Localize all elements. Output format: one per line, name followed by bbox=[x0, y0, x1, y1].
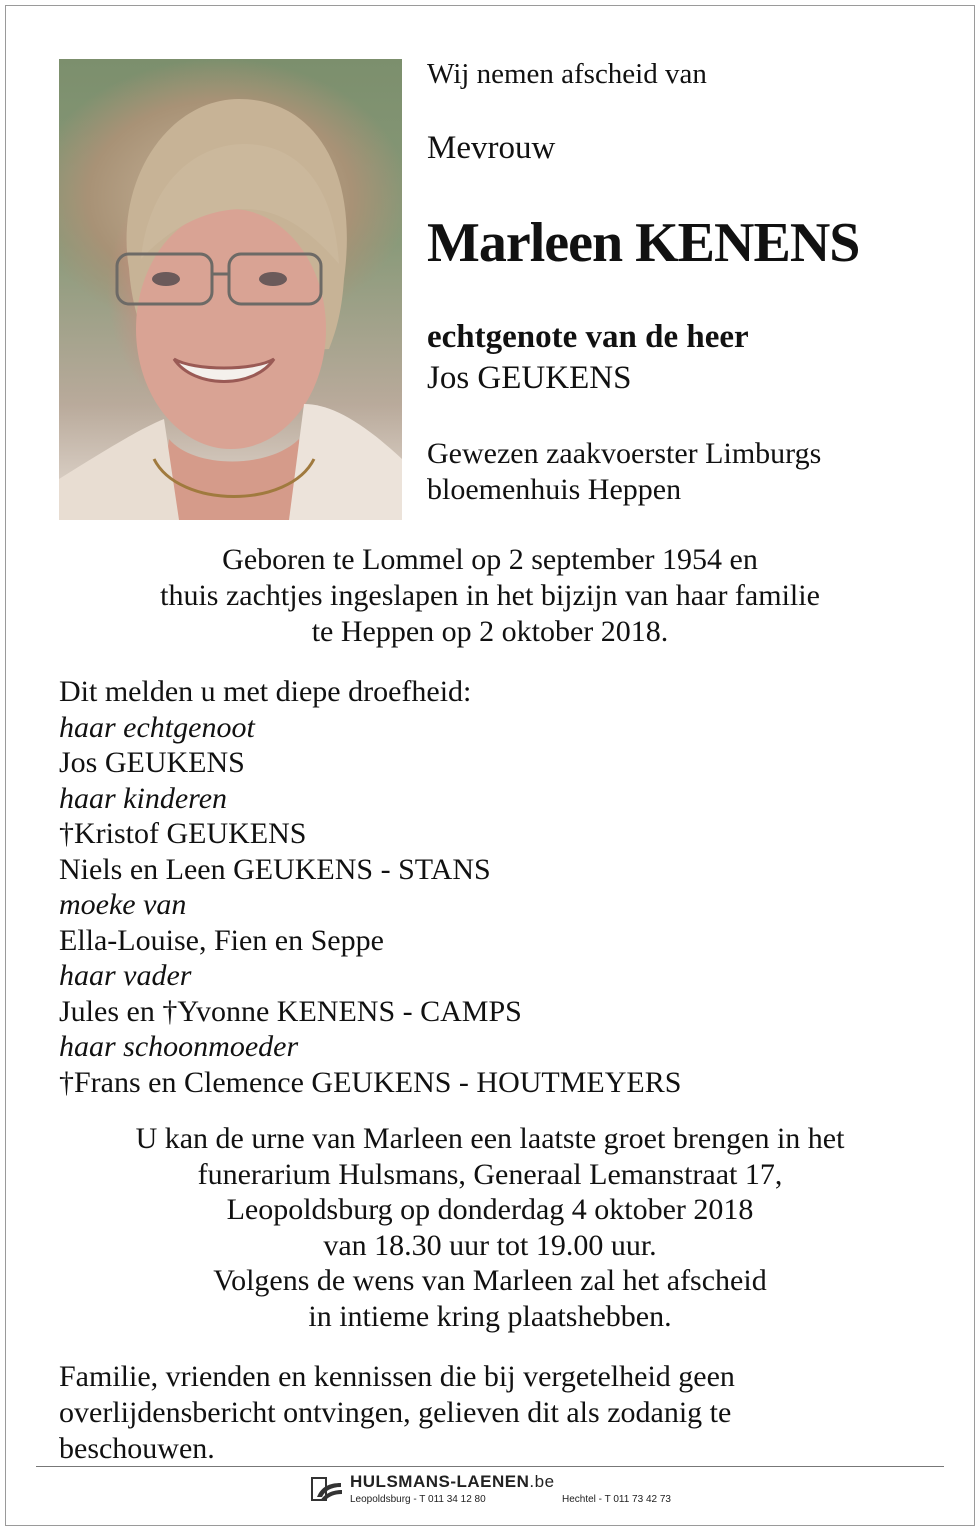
mourner-name: Jos GEUKENS bbox=[59, 746, 245, 779]
location-hechtel: Hechtel - T 011 73 42 73 bbox=[562, 1494, 671, 1505]
funeral-home-name bbox=[350, 1472, 555, 1492]
birth-death-text bbox=[6, 542, 974, 650]
spouse-name: Jos GEUKENS bbox=[427, 360, 632, 396]
relation-label: moeke van bbox=[59, 888, 187, 921]
relation-label: haar echtgenoot bbox=[59, 710, 255, 744]
portrait-photo bbox=[59, 59, 402, 520]
mourners-list bbox=[59, 674, 681, 1100]
occupation-line: bloemenhuis Heppen bbox=[427, 473, 682, 506]
visitation-line: Leopoldsburg op donderdag 4 oktober 2018 bbox=[226, 1193, 754, 1226]
visitation-line: van 18.30 uur tot 19.00 uur. bbox=[323, 1228, 657, 1262]
closing-line: overlijdensbericht ontvingen, gelieven dit als zodanig te bbox=[59, 1396, 732, 1429]
location-leopoldsburg: Leopoldsburg - T 011 34 12 80 bbox=[350, 1494, 486, 1505]
birth-death-line: thuis zachtjes ingeslapen in het bijzijn van haar familie bbox=[160, 579, 820, 612]
obituary-card bbox=[5, 5, 975, 1526]
closing-line: Familie, vrienden en kennissen die bij vergetelheid geen bbox=[59, 1360, 735, 1393]
relation-label: haar schoonmoeder bbox=[59, 1030, 299, 1063]
visitation-line: Volgens de wens van Marleen zal het afscheid bbox=[213, 1264, 767, 1297]
mourner-name: †Frans en Clemence GEUKENS - HOUTMEYERS bbox=[59, 1065, 682, 1099]
relation-label: haar kinderen bbox=[59, 781, 228, 815]
occupation bbox=[427, 436, 947, 508]
portrait-illustration bbox=[59, 59, 402, 520]
spouse-label: echtgenote van de heer bbox=[427, 319, 749, 355]
birth-death-line: te Heppen op 2 oktober 2018. bbox=[311, 615, 669, 648]
relation-label: haar vader bbox=[59, 959, 192, 992]
brand-name: HULSMANS-LAENEN bbox=[350, 1472, 530, 1491]
mourners-intro: Dit melden u met diepe droefheid: bbox=[59, 675, 472, 708]
visitation-line: funerarium Hulsmans, Generaal Lemanstraat 17, bbox=[197, 1157, 783, 1191]
occupation-line: Gewezen zaakvoerster Limburgs bbox=[427, 437, 822, 470]
footer-divider bbox=[36, 1466, 944, 1467]
birth-death-line: Geboren te Lommel op 2 september 1954 en bbox=[222, 543, 758, 576]
visitation-line: in intieme kring plaatshebben. bbox=[308, 1299, 672, 1333]
funeral-home-footer bbox=[306, 1471, 706, 1513]
closing-text bbox=[59, 1359, 879, 1467]
funeral-home-logo-icon bbox=[311, 1475, 343, 1503]
mourner-name: †Kristof GEUKENS bbox=[59, 817, 307, 850]
mourner-name: Ella-Louise, Fien en Seppe bbox=[59, 923, 384, 957]
mourner-name: Niels en Leen GEUKENS - STANS bbox=[59, 852, 491, 886]
brand-domain: .be bbox=[529, 1472, 555, 1491]
honorific: Mevrouw bbox=[427, 130, 556, 166]
visitation-text bbox=[6, 1121, 974, 1334]
closing-line: beschouwen. bbox=[59, 1432, 215, 1465]
intro-text: Wij nemen afscheid van bbox=[427, 58, 707, 90]
visitation-line: U kan de urne van Marleen een laatste groet brengen in het bbox=[135, 1122, 845, 1155]
deceased-name: Marleen KENENS bbox=[427, 212, 860, 274]
mourner-name: Jules en †Yvonne KENENS - CAMPS bbox=[59, 994, 522, 1028]
